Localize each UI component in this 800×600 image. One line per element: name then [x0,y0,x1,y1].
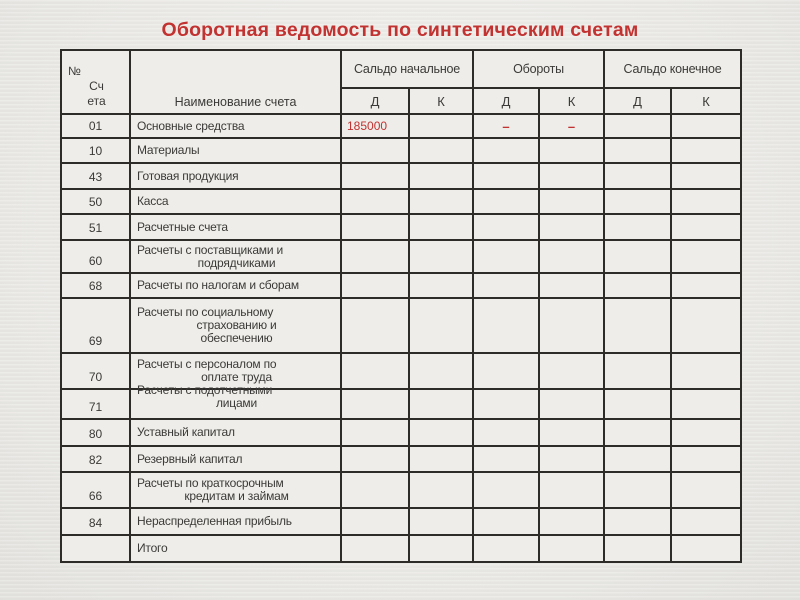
table-row [61,273,741,298]
account-name-line: Расчетные счета [137,219,228,234]
header-credit: К [409,88,473,114]
value-cell [341,472,409,508]
value-cell [604,535,671,562]
value-cell [473,273,539,298]
value-cell [671,214,741,240]
value-cell [604,353,671,389]
account-code-cell: 60 [61,240,130,273]
value-cell [473,240,539,273]
value-cell [539,419,604,446]
value-cell [473,535,539,562]
value-cell [341,114,409,138]
value-cell [409,446,473,472]
account-name-line: Расчеты с подотчетными [137,383,273,397]
account-name-line: обеспечению [200,331,273,345]
table-row [61,298,741,353]
dash-placeholder: – [567,118,576,134]
value-cell [671,419,741,446]
account-name-line: лицами [215,396,257,410]
account-name-cell [130,298,341,353]
value-cell [409,114,473,138]
value-cell [409,163,473,189]
value-cell [604,240,671,273]
table-row [61,389,741,419]
value-cell [671,389,741,419]
account-code-cell: 82 [61,446,130,472]
value-cell [341,214,409,240]
account-code-cell: 68 [61,273,130,298]
account-code-cell: 51 [61,214,130,240]
value-cell [604,419,671,446]
value-cell [341,419,409,446]
account-name-line: кредитам и займам [184,489,289,503]
table-row [61,419,741,446]
value-cell [604,214,671,240]
account-code-cell: 84 [61,508,130,535]
value-cell [671,240,741,273]
account-name-line: Резервный капитал [137,451,243,466]
account-code-cell: 01 [61,114,130,138]
account-name-line: Уставный капитал [137,425,235,439]
header-credit: К [671,88,741,114]
value-cell [604,508,671,535]
header-account-number-line1: № [68,64,81,78]
total-row [61,535,741,562]
value-cell [539,114,604,138]
account-name-line: Нераспределенная прибыль [137,514,292,528]
value-cell [604,114,671,138]
account-name-cell [130,138,341,163]
value-cell [539,446,604,472]
account-name-cell [130,189,341,214]
account-name-cell [130,535,341,562]
account-name-line: Итого [137,541,168,555]
value-cell [671,353,741,389]
value-cell [604,446,671,472]
account-name-cell [130,446,341,472]
account-code-cell: 69 [61,298,130,353]
value-cell [539,214,604,240]
value-cell [409,214,473,240]
header-debit: Д [473,88,539,114]
header-group-opening-balance: Сальдо начальное [341,50,473,88]
value-cell [671,189,741,214]
table-row [61,446,741,472]
account-name-cell [130,419,341,446]
value-cell [604,472,671,508]
account-name-line: Материалы [137,143,200,157]
value-cell [473,298,539,353]
account-name-line: подрядчиками [197,255,276,270]
account-name-cell [130,114,341,138]
value-cell [539,389,604,419]
account-name-cell [130,273,341,298]
value-cell [341,389,409,419]
value-cell [604,189,671,214]
account-code-cell: 10 [61,138,130,163]
account-name-cell [130,472,341,508]
header-debit: Д [604,88,671,114]
value-cell [671,138,741,163]
table-row [61,189,741,214]
value-cell [473,163,539,189]
account-code-cell [61,535,130,562]
value-cell [539,353,604,389]
header-credit: К [539,88,604,114]
value-cell [409,389,473,419]
value-cell [341,353,409,389]
table-row [61,508,741,535]
account-name-line: Расчеты с поставщиками и [137,242,283,257]
header-row-groups [61,50,741,88]
dash-placeholder: – [502,118,510,134]
table-row [61,240,741,273]
account-code-cell: 66 [61,472,130,508]
value-cell [473,138,539,163]
account-code-cell: 50 [61,189,130,214]
account-name-cell [130,383,341,419]
account-name-line: оплате труда [201,370,272,384]
turnover-sheet-table [60,49,742,563]
value-cell [409,189,473,214]
value-cell [409,273,473,298]
account-name-line: страхованию и [196,318,277,332]
value-cell [539,472,604,508]
account-name-line: Расчеты по краткосрочным [137,476,284,490]
table-row [61,114,741,138]
account-name-cell [130,163,341,189]
account-name-cell [130,508,341,535]
value-cell [341,163,409,189]
value-cell [671,508,741,535]
table-row [61,214,741,240]
account-name-line: Расчеты с персоналом по [137,357,277,371]
header-group-turnovers: Обороты [473,50,604,88]
value-cell [671,472,741,508]
account-name-cell [130,240,341,273]
account-code-cell: 43 [61,163,130,189]
value-cell [341,446,409,472]
account-name-line: Расчеты по социальному [137,305,274,319]
value-cell [409,472,473,508]
header-account-name: Наименование счета [130,50,341,114]
value-cell [409,508,473,535]
value-cell [409,419,473,446]
value-cell [341,138,409,163]
value-cell [341,189,409,214]
value-cell [409,240,473,273]
value-cell [409,138,473,163]
value-cell [473,472,539,508]
value-cell [473,189,539,214]
value-cell [473,446,539,472]
value-cell [539,273,604,298]
value-cell [671,298,741,353]
value-cell [671,163,741,189]
value-cell [604,389,671,419]
value-cell [341,273,409,298]
slide-title: Оборотная ведомость по синтетическим счетам [161,19,639,41]
value-cell [409,298,473,353]
value-cell [671,446,741,472]
value-cell [671,273,741,298]
account-name-line: Касса [137,194,169,208]
table-row [61,138,741,163]
value-cell [539,298,604,353]
value-cell [539,508,604,535]
value-cell [604,273,671,298]
table-row [61,163,741,189]
value-cell [539,535,604,562]
account-name-line: Готовая продукция [137,168,239,183]
value-cell [341,508,409,535]
value-cell [473,419,539,446]
value-cell [604,138,671,163]
header-account-number-line3: ета [87,94,106,108]
value-cell [539,189,604,214]
value-cell [604,298,671,353]
value-cell [671,114,741,138]
value-cell [341,298,409,353]
value-cell [473,508,539,535]
amount-value: 185000 [347,118,388,133]
value-cell [409,535,473,562]
value-cell [409,353,473,389]
value-cell [341,535,409,562]
header-account-number [61,50,130,114]
header-account-number-line2: Сч [89,79,104,93]
value-cell [604,163,671,189]
account-code-cell: 80 [61,419,130,446]
value-cell [539,163,604,189]
value-cell [473,214,539,240]
account-code-cell: 71 [61,389,130,419]
account-name-line: Основные средства [137,118,245,133]
value-cell [671,535,741,562]
account-name-line: Расчеты по налогам и сборам [137,278,299,292]
value-cell [473,114,539,138]
header-group-closing-balance: Сальдо конечное [604,50,741,88]
value-cell [473,389,539,419]
header-debit: Д [341,88,409,114]
account-code-cell: 70 [61,353,130,389]
value-cell [473,353,539,389]
account-name-cell [130,214,341,240]
value-cell [539,138,604,163]
value-cell [341,240,409,273]
table-row [61,472,741,508]
value-cell [539,240,604,273]
